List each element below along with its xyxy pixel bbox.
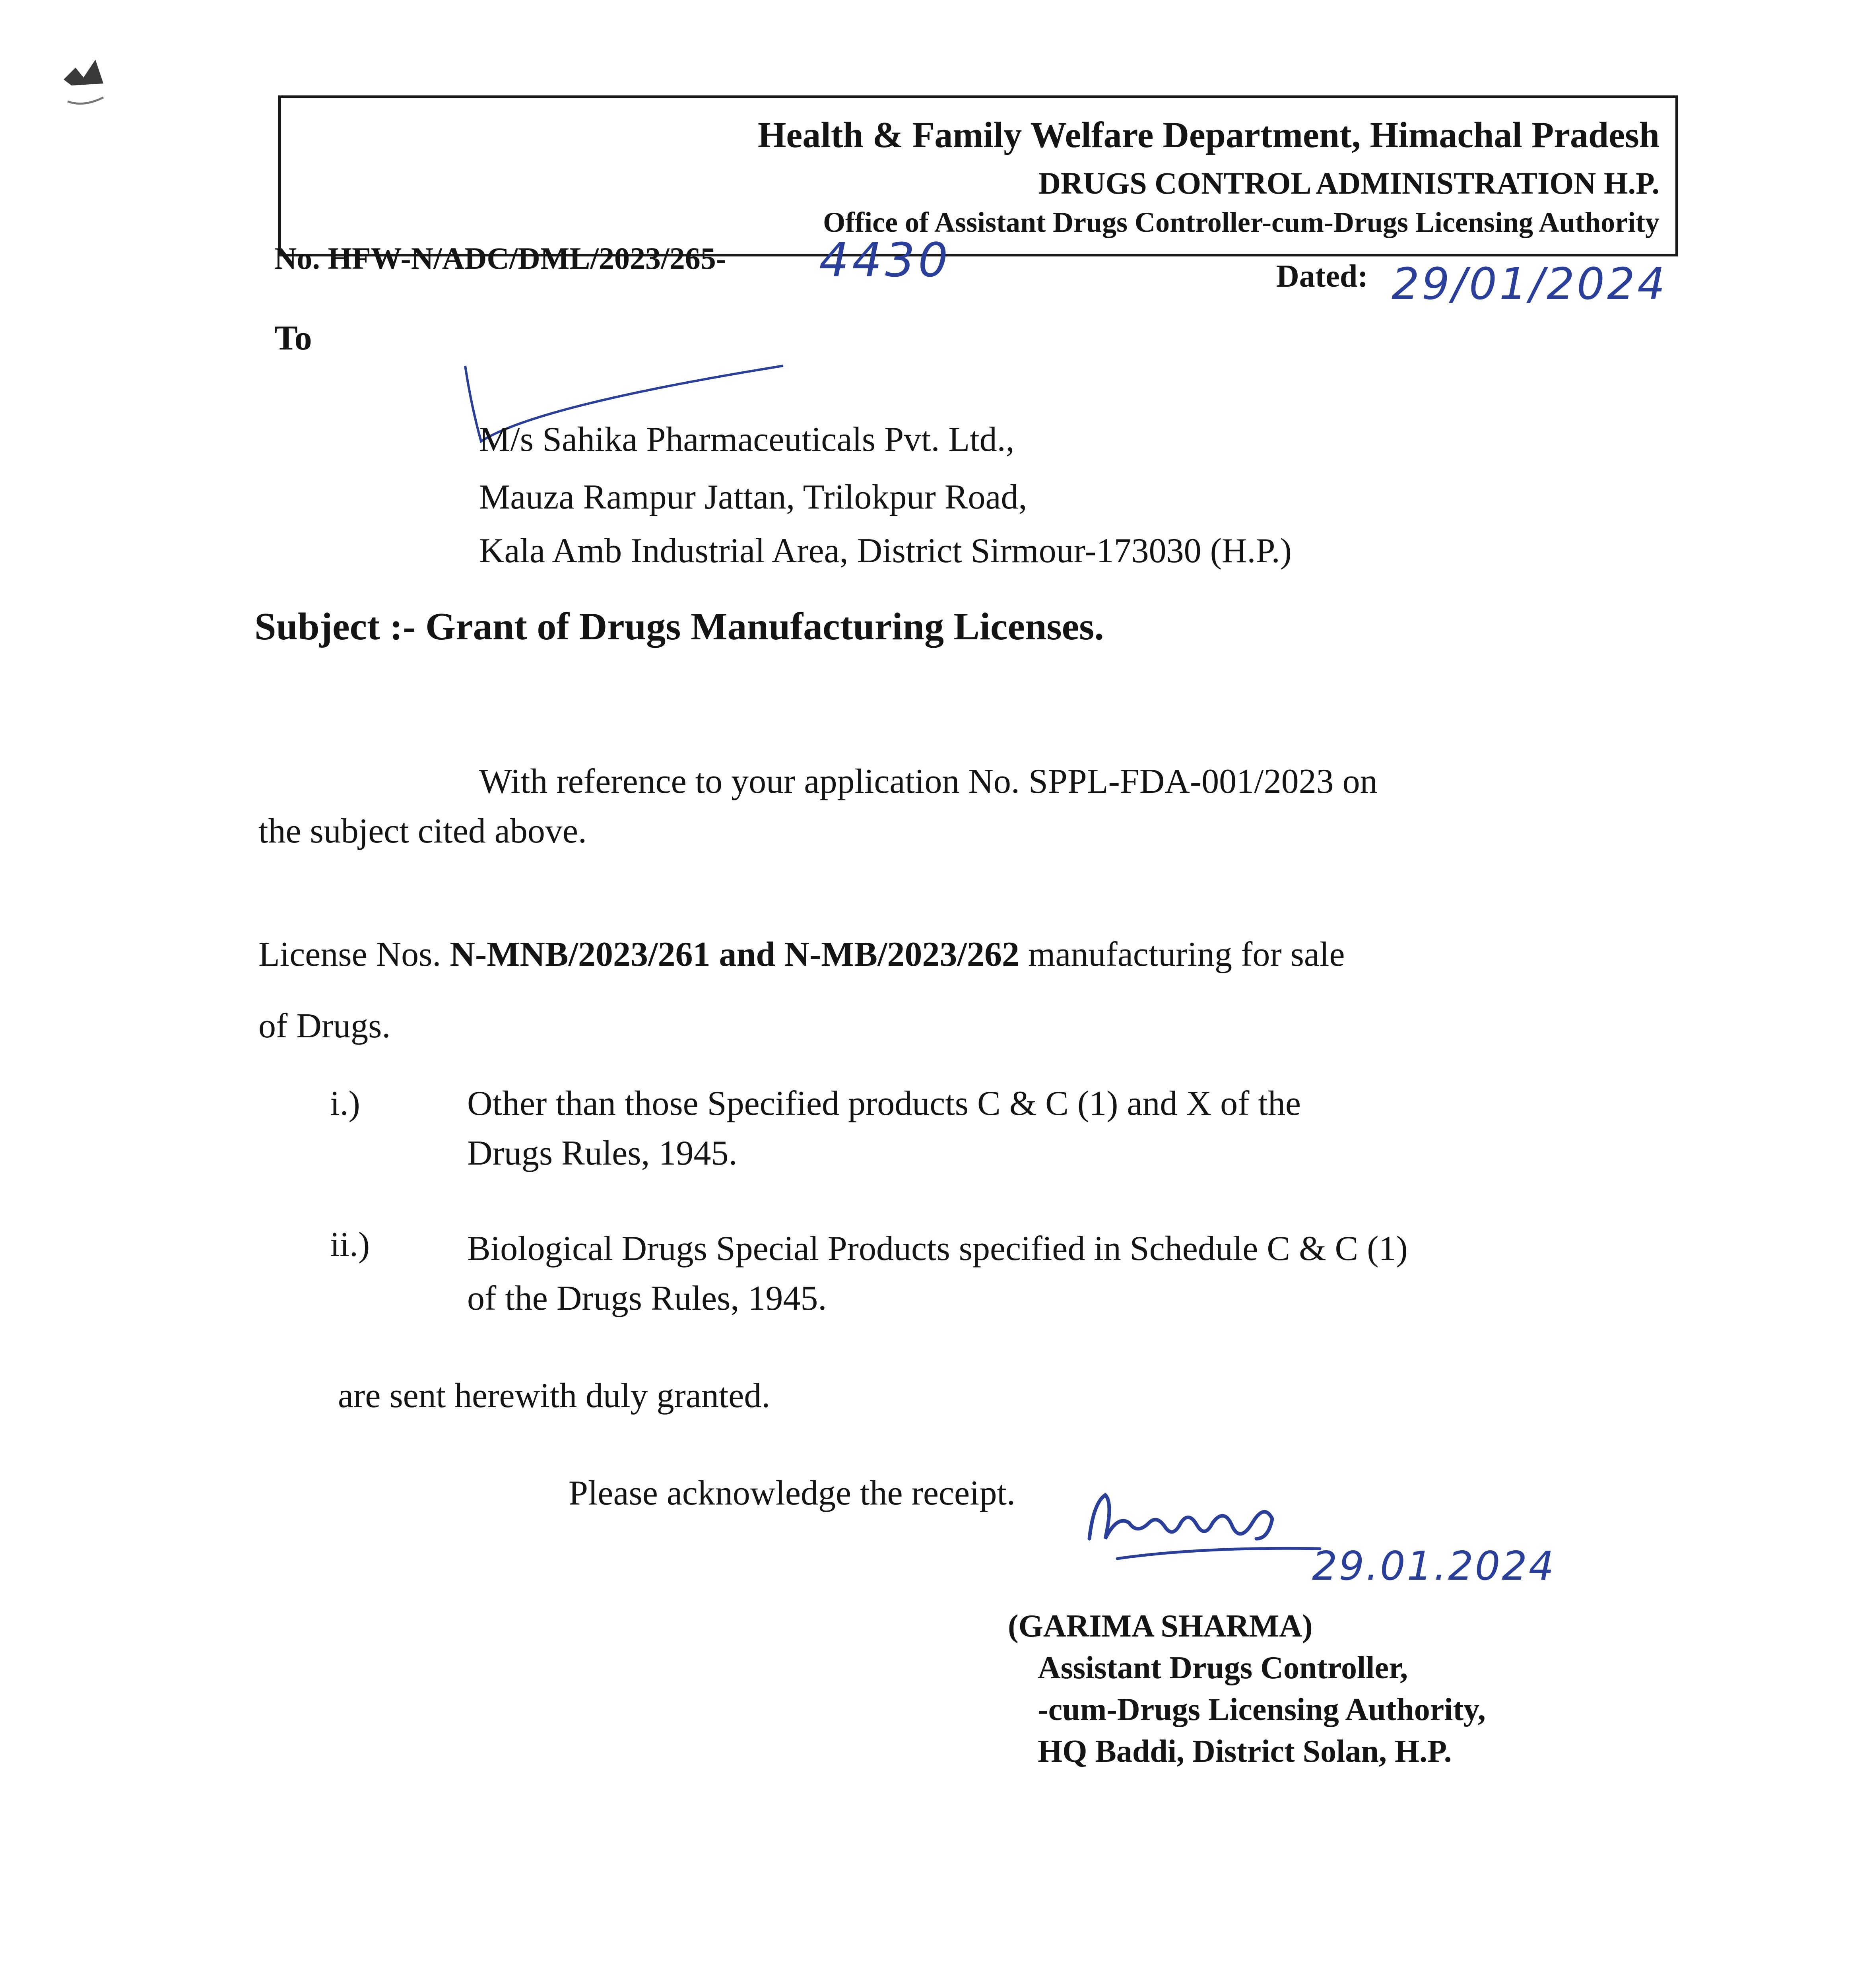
list-item-number: i.): [330, 1084, 360, 1123]
handwritten-reference-number: 4430: [819, 233, 951, 287]
list-item-text: Drugs Rules, 1945.: [467, 1134, 738, 1173]
closing-line: are sent herewith duly granted.: [338, 1376, 771, 1415]
license-numbers: N-MNB/2023/261 and N-MB/2023/262: [450, 935, 1019, 974]
list-item-text: of the Drugs Rules, 1945.: [467, 1279, 827, 1318]
handwritten-date: 29/01/2024: [1392, 258, 1668, 309]
address-line-area: Kala Amb Industrial Area, District Sirmour-173030 (H.P.): [479, 532, 1292, 570]
dated-label: Dated:: [1276, 259, 1368, 294]
signatory-title: Assistant Drugs Controller,: [1038, 1650, 1408, 1685]
reference-number-label: No. HFW-N/ADC/DML/2023/265-: [274, 241, 726, 276]
address-line-company: M/s Sahika Pharmaceuticals Pvt. Ltd.,: [479, 420, 1015, 459]
acknowledge-line: Please acknowledge the receipt.: [569, 1474, 1015, 1512]
license-suffix: manufacturing for sale: [1019, 935, 1345, 974]
body-paragraph-1-line-2: the subject cited above.: [258, 812, 587, 850]
license-paragraph-line-1: [258, 934, 1345, 975]
list-item-text: Other than those Specified products C & C (1) and X of the: [467, 1084, 1301, 1123]
scan-mark-icon: [60, 56, 115, 119]
department-heading: Health & Family Welfare Department, Himachal Pradesh: [757, 115, 1659, 155]
signatory-location: HQ Baddi, District Solan, H.P.: [1038, 1734, 1452, 1769]
address-line-street: Mauza Rampur Jattan, Trilokpur Road,: [479, 478, 1027, 516]
to-label: To: [274, 319, 312, 357]
letterhead-box: [278, 95, 1678, 256]
administration-heading: DRUGS CONTROL ADMINISTRATION H.P.: [1038, 166, 1659, 200]
body-paragraph-1-line-1: With reference to your application No. SPPL-FDA-001/2023 on: [479, 762, 1378, 801]
signatory-title: -cum-Drugs Licensing Authority,: [1038, 1692, 1486, 1727]
signatory-name: (GARIMA SHARMA): [1008, 1609, 1313, 1644]
signature-date: 29.01.2024: [1312, 1543, 1556, 1589]
subject-line: Subject :- Grant of Drugs Manufacturing Licenses.: [254, 605, 1104, 648]
list-item-number: ii.): [330, 1225, 370, 1264]
office-heading: Office of Assistant Drugs Controller-cum-Drugs Licensing Authority: [823, 206, 1659, 238]
list-item-text: Biological Drugs Special Products specified in Schedule C & C (1): [467, 1229, 1408, 1268]
license-paragraph-line-2: of Drugs.: [258, 1007, 391, 1045]
license-prefix: License Nos.: [258, 935, 450, 974]
